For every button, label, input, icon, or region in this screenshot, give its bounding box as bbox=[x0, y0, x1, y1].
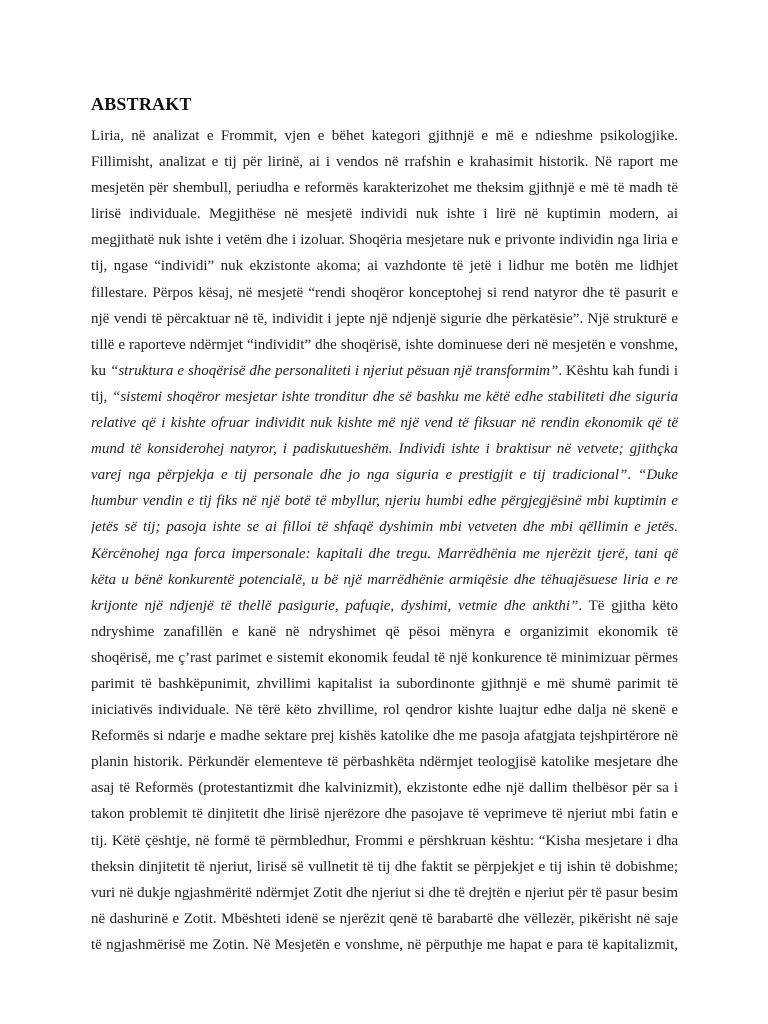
text-line bbox=[91, 645, 678, 671]
italic-quote-segment: “Duke bbox=[638, 467, 678, 484]
text-line bbox=[91, 828, 678, 854]
text-line bbox=[91, 619, 678, 645]
text-line bbox=[91, 175, 678, 201]
text-segment: takon problemit të dinjitetit dhe lirisë njerëzore dhe pasojave të veprimeve të njeriut mbi fatin e bbox=[91, 806, 678, 823]
document-heading: ABSTRAKT bbox=[91, 94, 192, 114]
text-line bbox=[91, 880, 678, 906]
text-segment: vuri në dukje ngjashmëritë ndërmjet Zotit dhe njeriut si dhe të drejtën e njeriut për të pasur besim bbox=[91, 884, 678, 901]
text-line bbox=[91, 123, 678, 149]
text-segment: në dashurinë e Zotit. Mbështeti idenë se njerëzit qenë të barabartë dhe vëllezër, pikërisht në saje bbox=[91, 910, 678, 927]
text-segment: parimit të bashkëpunimit, zhvillimi kapitalist ia subordinonte gjithnjë e më shumë parimit të bbox=[91, 675, 678, 692]
text-line bbox=[91, 306, 678, 332]
text-line bbox=[91, 567, 678, 593]
text-segment: tillë e raporteve ndërmjet “individit” dhe shoqërisë, ishte dominuese deri në mesjetën e vonshme, bbox=[91, 336, 678, 353]
text-line bbox=[91, 514, 678, 540]
text-segment: lirisë individuale. Megjithëse në mesjetë individi nuk ishte i lirë në kuptimin modern, ai bbox=[91, 206, 678, 223]
italic-quote-segment: “struktura e shoqërisë dhe personaliteti i njeriut pësuan një transformim” bbox=[109, 362, 559, 379]
text-segment: megjithatë nuk ishte i vetëm dhe i izoluar. Shoqëria mesjetare nuk e privonte individin nga liria e bbox=[91, 232, 678, 249]
text-line bbox=[91, 227, 678, 253]
text-segment: ndryshime zanafillën e kanë në ndryshimet që pësoi mënyra e organizimit ekonomik të bbox=[91, 623, 678, 640]
text-line bbox=[91, 775, 678, 801]
italic-quote-segment: jetës së tij; pasoja ishte se ai filloi të shfaqë dyshimin mbi vetveten dhe mbi qëllimin e jetës. bbox=[91, 519, 678, 536]
italic-quote-segment: varej nga përpjekja e tij personale dhe jo nga siguria e prestigjit e tij tradicional” bbox=[91, 467, 628, 484]
text-line bbox=[91, 436, 678, 462]
text-line bbox=[91, 149, 678, 175]
text-segment: mesjetën për shembull, periudha e reformës karakterizohet me theksim gjithnjë e më të madh të bbox=[91, 180, 678, 197]
text-line bbox=[91, 332, 678, 358]
text-segment: asaj të Reformës (protestantizmit dhe kalvinizmit), ekzistonte edhe një dallim thelbësor për sa i bbox=[91, 780, 678, 797]
italic-quote-segment: Kërcënohej nga forca impersonale: kapitali dhe tregu. Marrëdhënia me njerëzit tjerë, tani që bbox=[91, 545, 678, 562]
italic-quote-segment: krijonte një ndjenjë të thellë pasigurie, pafuqie, dyshimi, vetmie dhe ankthi” bbox=[91, 597, 579, 614]
text-line bbox=[91, 410, 678, 436]
text-line bbox=[91, 384, 678, 410]
text-segment: Liria, në analizat e Frommit, vjen e bëhet kategori gjithnjë e më e ndieshme psikologjike. bbox=[91, 128, 678, 144]
text-line bbox=[91, 358, 678, 384]
text-line bbox=[91, 854, 678, 880]
text-line bbox=[91, 280, 678, 306]
text-segment: tij, bbox=[91, 388, 112, 405]
text-line bbox=[91, 723, 678, 749]
text-segment: theksin dinjitetit të njeriut, lirisë së vullnetit të tij dhe faktit se përpjekjet e tij ishin të dobishme; bbox=[91, 858, 678, 875]
italic-quote-segment: këta u bënë konkurentë potencialë, u bë një marrëdhënie armiqësie dhe tëhuajësuese liria e re bbox=[91, 571, 678, 588]
italic-quote-segment: mund të konsiderohej natyror, i padiskutueshëm. Individi ishte i braktisur në vetvete; gjithçka bbox=[91, 441, 678, 458]
text-segment: të ngjashmërisë me Zotin. Në Mesjetën e vonshme, në përputhje me hapat e para të kapitalizmit, bbox=[91, 936, 678, 953]
abstract-body bbox=[91, 123, 678, 958]
text-line bbox=[91, 593, 678, 619]
text-segment: tij, ngase “individi” nuk ekzistonte akoma; ai vazhdonte të jetë i lidhur me botën me lidhjet bbox=[91, 258, 678, 275]
text-line bbox=[91, 749, 678, 775]
text-line bbox=[91, 697, 678, 723]
text-segment: iniciativës individuale. Në tërë këto zhvillime, rol qendror kishte luajtur edhe dalja në skenë e bbox=[91, 702, 678, 719]
text-segment: . Kështu kah fundi i bbox=[558, 362, 678, 379]
text-line bbox=[91, 253, 678, 279]
text-segment: Reformës si ndarje e madhe sektare prej kishës katolike dhe me pasoja afatgjata tejshpirtërore në bbox=[91, 728, 678, 745]
text-segment: . bbox=[627, 467, 638, 484]
text-segment: fillestare. Përpos kësaj, në mesjetë “rendi shoqëror konceptohej si rend natyror dhe të pasurit e bbox=[91, 284, 678, 301]
text-line bbox=[91, 801, 678, 827]
italic-quote-segment: humbur vendin e tij fiks në një botë të mbyllur, njeriu humbi edhe përgjegjësinë mbi kuptimin e bbox=[91, 493, 678, 510]
text-line bbox=[91, 541, 678, 567]
text-line bbox=[91, 488, 678, 514]
italic-quote-segment: “sistemi shoqëror mesjetar ishte tronditur dhe së bashku me këtë edhe stabiliteti dhe siguria bbox=[111, 388, 678, 405]
text-line bbox=[91, 201, 678, 227]
text-segment: shoqërisë, me ç’rast parimet e sistemit ekonomik feudal të një konkurence të minimizuar përmes bbox=[91, 649, 678, 666]
text-line bbox=[91, 671, 678, 697]
text-segment: . Të gjitha këto bbox=[578, 597, 678, 614]
text-line bbox=[91, 906, 678, 932]
text-segment: ku bbox=[91, 362, 110, 379]
text-segment: një vendi të përcaktuar në të, individit i jepte një ndjenjë sigurie dhe përkatësie”. Një strukturë e bbox=[91, 310, 678, 327]
italic-quote-segment: relative që i kishte ofruar individit nuk kishte më një vend të fiksuar në rendin ekonomik që të bbox=[91, 415, 678, 432]
text-segment: tij. Këtë çështje, në formë të përmbledhur, Frommi e përshkruan kështu: “Kisha mesjetare i dha bbox=[91, 832, 678, 849]
text-line bbox=[91, 932, 678, 958]
text-segment: Fillimisht, analizat e tij për lirinë, ai i vendos në rrafshin e krahasimit historik. Në raport me bbox=[91, 154, 678, 171]
text-line bbox=[91, 462, 678, 488]
text-segment: planin historik. Përkundër elementeve të përbashkëta ndërmjet teologjisë katolike mesjetare dhe bbox=[91, 754, 678, 771]
